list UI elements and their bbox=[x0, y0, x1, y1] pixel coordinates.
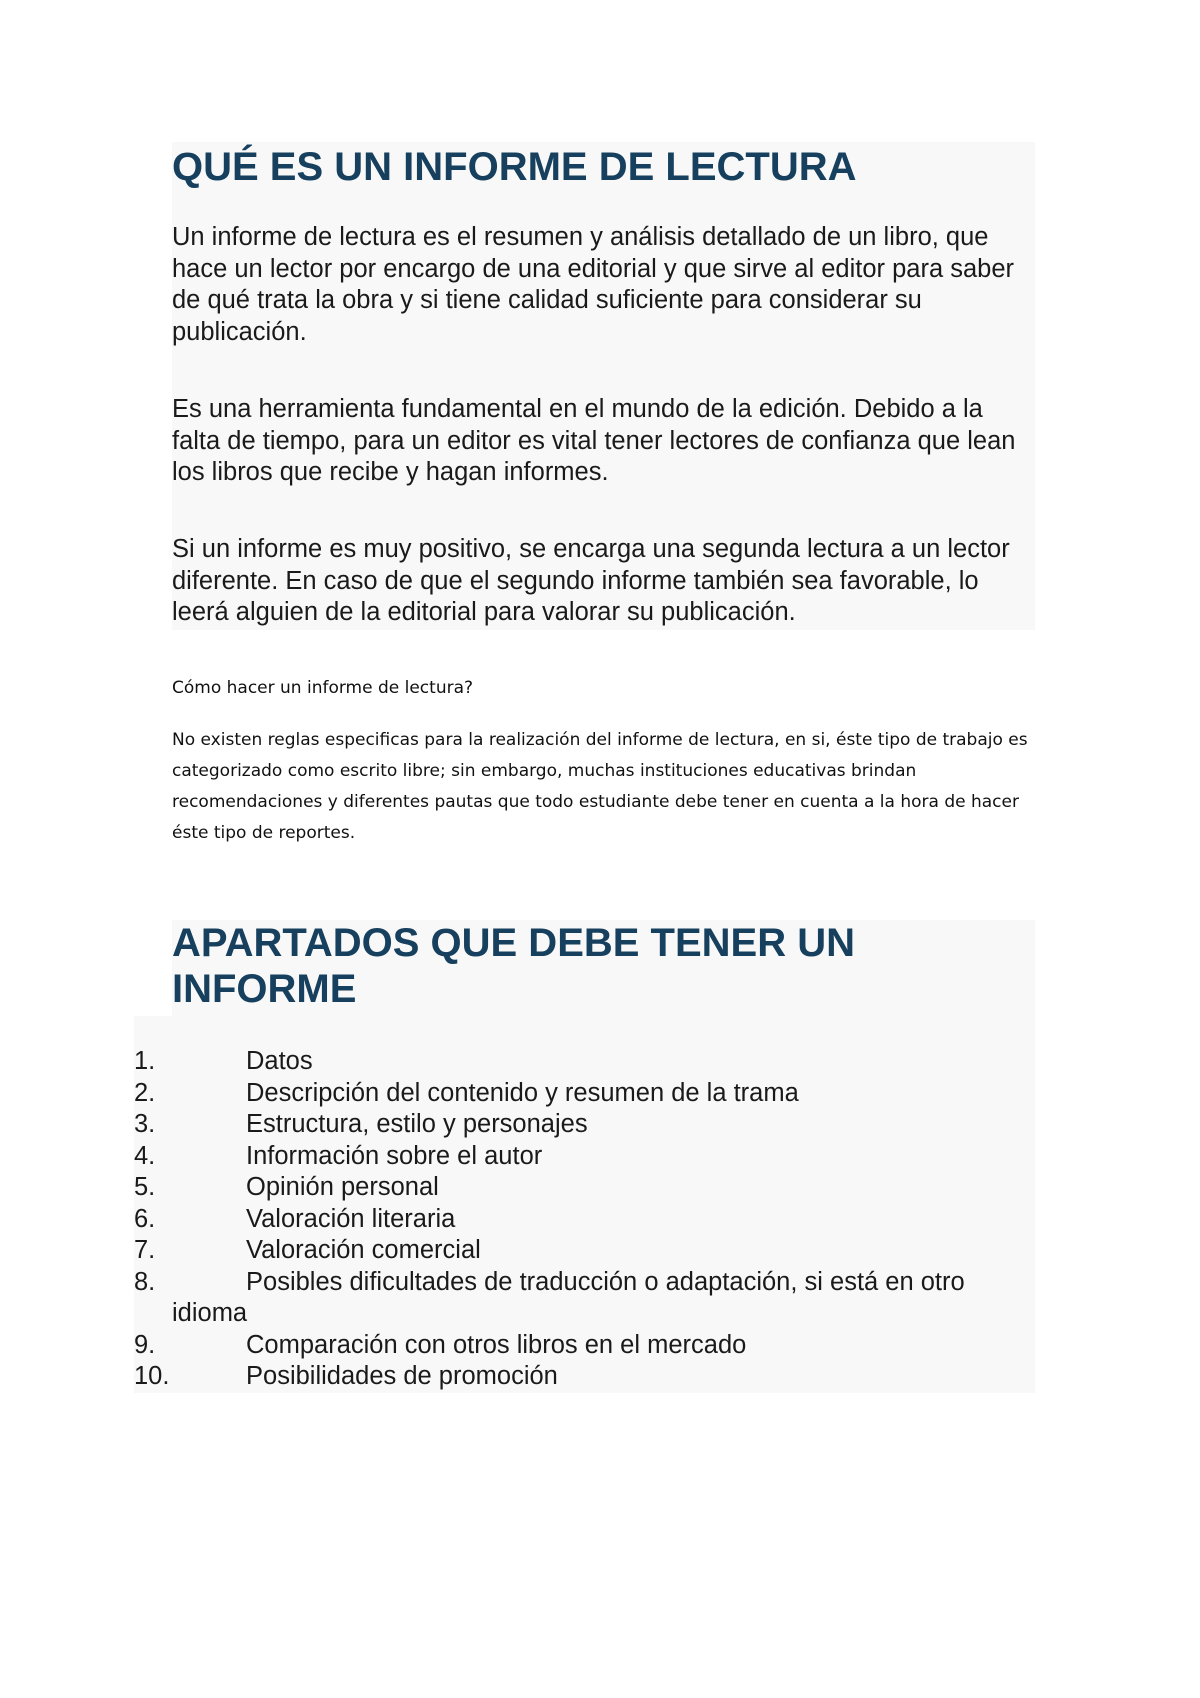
list-item-text: Datos bbox=[246, 1047, 313, 1075]
list-item bbox=[134, 1141, 1034, 1173]
list-item-number: 5. bbox=[134, 1173, 156, 1201]
list-item-number: 3. bbox=[134, 1110, 156, 1138]
list-item bbox=[134, 1172, 1034, 1204]
list-item bbox=[134, 1361, 1034, 1393]
subheading-question: Cómo hacer un informe de lectura? bbox=[172, 678, 474, 698]
list-item-text: Estructura, estilo y personajes bbox=[246, 1110, 588, 1138]
list-item-text: Comparación con otros libros en el mercado bbox=[246, 1330, 747, 1359]
list-item-text: Descripción del contenido y resumen de la trama bbox=[246, 1078, 799, 1107]
list-item-number: 2. bbox=[134, 1078, 156, 1107]
list-item bbox=[134, 1109, 1034, 1141]
list-item bbox=[134, 1204, 1034, 1236]
list-item-number: 8. bbox=[134, 1267, 156, 1296]
list-item-number: 6. bbox=[134, 1204, 156, 1233]
list-item-text: Posibles dificultades de traducción o adaptación, si está en otro bbox=[246, 1267, 965, 1296]
list-item-text: Valoración comercial bbox=[246, 1236, 481, 1264]
list-item bbox=[134, 1046, 1034, 1078]
list-item-number: 1. bbox=[134, 1047, 156, 1075]
paragraph: Es una herramienta fundamental en el mundo de la edición. Debido a la falta de tiempo, para un editor es vital tener lectores de confianza que lean los libros que recibe y hagan informes. bbox=[172, 395, 1016, 486]
section-title: APARTADOS QUE DEBE TENER UN INFORME bbox=[172, 921, 856, 1011]
paragraph: No existen reglas especificas para la realización del informe de lectura, en si, éste tipo de trabajo es categorizado como escrito libre; sin embargo, muchas instituciones educativas brindan recomendaciones y diferentes pautas que todo estudiante debe tener en cuenta a la hora de hacer éste tipo de reportes. bbox=[172, 730, 1028, 843]
list-item bbox=[134, 1330, 1034, 1362]
section-title: QUÉ ES UN INFORME DE LECTURA bbox=[172, 145, 857, 189]
paragraph: Un informe de lectura es el resumen y análisis detallado de un libro, que hace un lector por encargo de una editorial y que sirve al editor para saber de qué trata la obra y si tiene calidad suficiente para considerar su publicación. bbox=[172, 223, 1015, 346]
list-item-number: 4. bbox=[134, 1141, 156, 1170]
list-item bbox=[134, 1267, 1034, 1330]
list-item bbox=[134, 1235, 1034, 1267]
paragraph: Si un informe es muy positivo, se encarga una segunda lectura a un lector diferente. En caso de que el segundo informe también sea favorable, lo leerá alguien de la editorial para valorar su publicación. bbox=[172, 535, 1010, 626]
apartados-list bbox=[134, 1046, 1034, 1393]
list-item-text: Información sobre el autor bbox=[246, 1141, 543, 1170]
list-item-number: 9. bbox=[134, 1330, 156, 1359]
list-item-text: Opinión personal bbox=[246, 1173, 439, 1201]
list-item-text: Valoración literaria bbox=[246, 1204, 456, 1233]
list-item bbox=[134, 1078, 1034, 1110]
list-item-number: 7. bbox=[134, 1236, 156, 1264]
list-item-number: 10. bbox=[134, 1362, 170, 1390]
list-item-text-continuation: idioma bbox=[172, 1299, 248, 1327]
list-item-text: Posibilidades de promoción bbox=[246, 1362, 558, 1390]
